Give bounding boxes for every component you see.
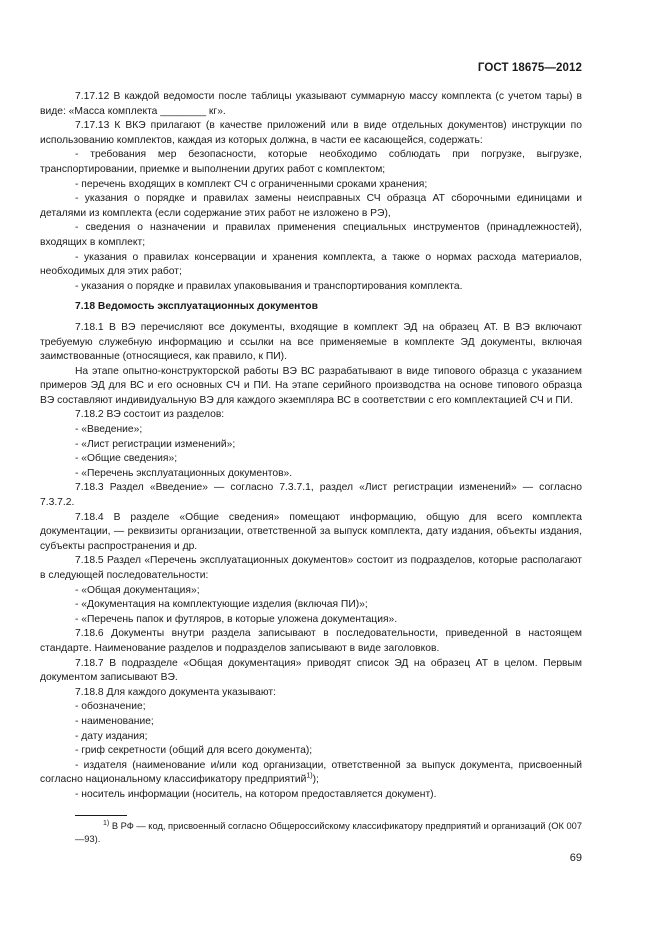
- paragraph: 7.18.5 Раздел «Перечень эксплуатационных документов» состоит из подразделов, которые располагают в следующей последовательности:: [40, 555, 582, 581]
- paragraph: 7.17.12 В каждой ведомости после таблицы указывают суммарную массу комплекта (с учетом тары) в виде: «Масса комплекта ________ кг».: [40, 91, 582, 117]
- list-item: - указания о порядке и правилах замены неисправных СЧ образца АТ сборочными единицами и деталями из комплекта (если содержание этих работ не изложено в РЭ),: [40, 193, 582, 219]
- list-item: - указания о порядке и правилах упаковывания и транспортирования комплекта.: [75, 280, 463, 292]
- paragraph: 7.18.4 В разделе «Общие сведения» помещают информацию, общую для всего комплекта документации, — реквизиты организации, ответственной за выпуск комплекта, дату издания, объекты издания, субъекты распространения и др.: [40, 511, 582, 552]
- paragraph: 7.17.13 К ВКЭ прилагают (в качестве приложений или в виде отдельных документов) инструкции по использованию комплектов, каждая из которых должна, в части ее касающейся, содержать:: [40, 120, 582, 146]
- list-item: - «Введение»;: [75, 424, 143, 436]
- list-item: - обозначение;: [75, 701, 146, 713]
- list-item: - «Перечень папок и футляров, в которые уложена документация».: [75, 613, 398, 625]
- list-item: - сведения о назначении и правилах применения специальных инструментов (принадлежностей), входящих в комплект;: [40, 222, 582, 248]
- footnote: [75, 820, 582, 846]
- paragraph: 7.18.8 Для каждого документа указывают:: [75, 686, 276, 698]
- list-item: - «Документация на комплектующие изделия (включая ПИ)»;: [75, 599, 368, 611]
- paragraph: 7.18.7 В подразделе «Общая документация» приводят список ЭД на образец АТ в целом. Первым документом записывают ВЭ.: [40, 657, 582, 684]
- section-heading: 7.18 Ведомость эксплуатационных документов: [75, 301, 318, 313]
- footnote-text: В РФ — код, присвоенный согласно Общероссийскому классификатору предприятий и организаций (ОК 007—93).: [75, 821, 582, 844]
- list-item: - «Общие сведения»;: [75, 453, 178, 465]
- paragraph: 7.18.1 В ВЭ перечисляют все документы, входящие в комплект ЭД на образец АТ. В ВЭ включают требуемую служебную информацию и ссылки на все применяемые в комплекте ЭД документы, включая заимствованные (относящиеся, как правило, к ПИ).: [40, 321, 582, 363]
- list-item: [40, 759, 582, 788]
- footnote-separator: [75, 815, 127, 816]
- list-item: - «Перечень эксплуатационных документов».: [75, 467, 293, 479]
- page-body: [40, 90, 582, 803]
- list-item: - требования мер безопасности, которые необходимо соблюдать при погрузке, выгрузке, транспортировании, приемке и выполнении других работ с комплектом;: [40, 149, 582, 175]
- document-id-header: ГОСТ 18675—2012: [477, 62, 582, 74]
- list-item: - перечень входящих в комплект СЧ с ограниченными сроками хранения;: [75, 178, 428, 190]
- footnote-mark: 1): [103, 819, 110, 827]
- list-item: - «Общая документация»;: [75, 584, 200, 596]
- page-number: 69: [569, 852, 582, 864]
- list-item: - указания о правилах консервации и хранения комплекта, а также о нормах расхода материалов, необходимых для этих работ;: [40, 251, 582, 278]
- paragraph: 7.18.6 Документы внутри раздела записывают в последовательности, приведенной в настоящем стандарте. Наименование разделов и подразделов записывают в виде заголовков.: [40, 628, 582, 654]
- list-item: - дату издания;: [75, 730, 148, 742]
- list-item: - наименование;: [75, 715, 154, 727]
- list-item: - носитель информации (носитель, на котором предоставляется документ).: [75, 788, 437, 800]
- footnote-reference: 1): [306, 772, 313, 780]
- list-item: - гриф секретности (общий для всего документа);: [75, 745, 313, 757]
- list-item-text: - издателя (наименование и/или код организации, ответственной за выпуск документа, присвоенный согласно национальному классификатору предприятий: [40, 759, 582, 786]
- paragraph: 7.18.3 Раздел «Введение» — согласно 7.3.7.1, раздел «Лист регистрации изменений» — согласно 7.3.7.2.: [40, 482, 582, 509]
- list-item: - «Лист регистрации изменений»;: [75, 438, 236, 450]
- list-item-ending: );: [312, 774, 319, 786]
- paragraph: На этапе опытно-конструкторской работы ВЭ ВС разрабатывают в виде типового образца с указанием примеров ЭД для ВС и его основных СЧ и ПИ. На этапе серийного производства на основе типового образца ВЭ составляют индивидуальную ВЭ для каждого экземпляра ВС в соответствии с его комплектацией СЧ и ПИ.: [40, 365, 582, 406]
- paragraph: 7.18.2 ВЭ состоит из разделов:: [75, 409, 225, 421]
